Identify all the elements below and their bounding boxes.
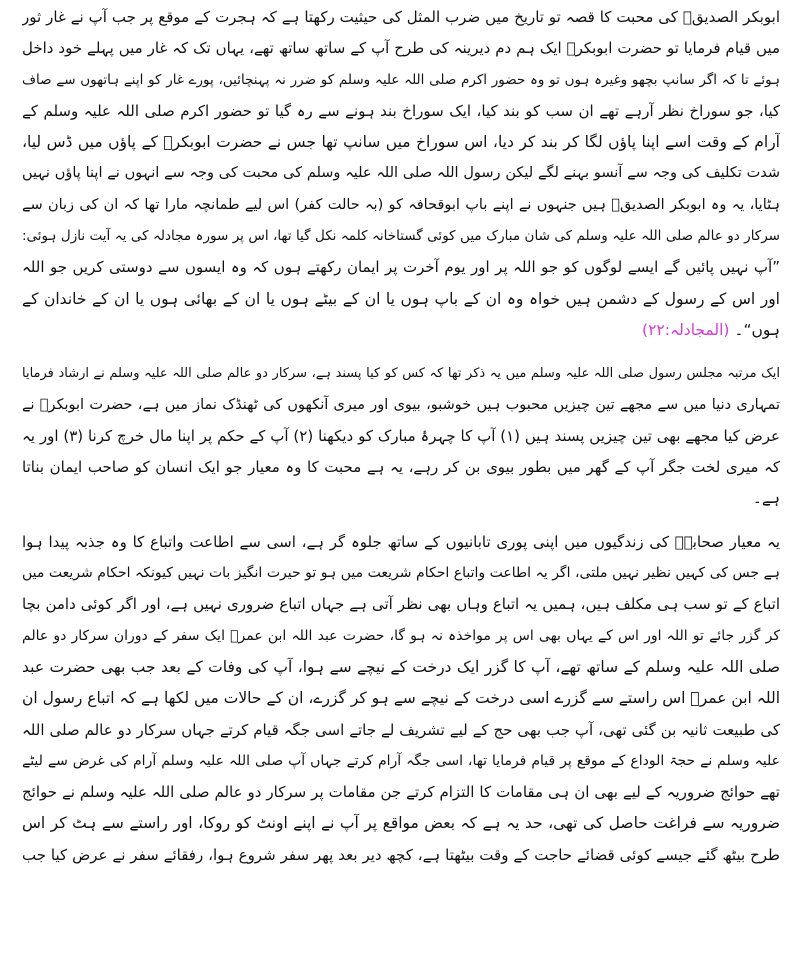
text-line: میں قیام فرمایا تو حضرت ابوبکرؓ ایک ہم دم دیرینہ کی طرح آپ کے ساتھ ساتھ تھے، یہاں تک کہ غار میں پہلے خود داخل [22, 39, 780, 58]
text-line: ابوبکر الصدیقؓ کی محبت کا قصہ تو تاریخ میں ضرب المثل کی حیثیت رکھتا ہے کہ ہجرت کے موقع پر جب آپ نے غار ثور [22, 8, 780, 26]
text-line: طرح بیٹھ گئے جیسے کوئی قضائے حاجت کے وقت بیٹھتا ہے، کچھ دیر بعد پھر سفر شروع ہوا، رفقائے سفر نے عرض کیا جب [22, 845, 780, 864]
paragraph-3 [22, 527, 780, 871]
quote-ending: ہوں“۔ [734, 320, 780, 339]
quote-line: ”آپ نہیں پائیں گے ایسے لوگوں کو جو اللہ پر اور یوم آخرت پر ایمان رکھتے ہوں کہ وہ ایسوں سے دوستی کریں جو اللہ [22, 258, 780, 277]
text-line: صلی اللہ علیہ وسلم کے ساتھ تھے، آپ کا گزر ایک درخت کے نیچے سے ہوا، آپ کی وفات کے بعد جب بھی حضرت عبد [22, 657, 780, 676]
paragraph-1 [22, 2, 780, 346]
text-line: آرام کے وقت اسے اپنا پاؤں لگا کر بند کر دیا، اس سوراخ میں سانپ تھا جس نے حضرت ابوبکرؓ کے پاؤں میں ڈس لیا، [22, 133, 780, 152]
text-line: تھے حوائج ضروریہ کے لیے بھی ان ہی مقامات کا التزام کرتے جن مقامات پر سرکار دو عالم صلی اللہ علیہ وسلم نے حوائج [22, 783, 780, 802]
text-line: علیہ وسلم نے حجۃ الوداع کے موقع پر قیام فرمایا تھا، اسی جگہ آرام کرتے جہاں آپ صلی اللہ علیہ وسلم آرام کی غرض سے لیٹے [22, 752, 780, 769]
text-line: کیا، جو سوراخ نظر آرہے تھے ان سب کو بند کیا، ایک سوراخ بند ہونے سے رہ گیا تو حضور اکرم صلی اللہ علیہ وسلم کے [22, 101, 780, 120]
text-line: شدت تکلیف کی وجہ سے آنسو بہنے لگے لیکن رسول اللہ صلی اللہ علیہ وسلم کی محبت کی وجہ سے انہوں نے اپنا پاؤں نہیں [22, 165, 780, 182]
quote-line: اور اس کے رسول کے دشمن ہیں خواہ وہ ان کے باپ ہوں یا ان کے بیٹے ہوں یا ان کے بھائی ہوں یا ان کے خاندان کے [22, 289, 780, 308]
text-line: کر گزر جائے تو اللہ اور اس کے یہاں بھی اس پر مواخذہ نہ ہو گا، حضرت عبد اللہ ابن عمرؓ ایک سفر کے دوران سرکار دو عالم [22, 627, 780, 644]
verse-reference: (المجادلہ:۲۲) [642, 320, 730, 339]
text-line: اتباع کے تو سب ہی مکلف ہیں، ہمیں یہ اتباع وہاں بھی نظر آتی ہے جہاں اتباع ضروری نہیں ہے، اور اگر کوئی دامن بچا [22, 595, 780, 614]
text-line: ایک مرتبہ مجلس رسول صلی اللہ علیہ وسلم میں یہ ذکر تھا کہ کس کو کیا پسند ہے، سرکار دو عالم صلی اللہ علیہ وسلم نے ارشاد فرمایا [22, 366, 780, 382]
text-line: سرکار دو عالم صلی اللہ علیہ وسلم کی شان مبارک میں کوئی گستاخانہ کلمہ نکل گیا تھا، اس پر سورہ مجادلہ کی یہ آیت نازل ہوئی: [22, 228, 780, 245]
quote-last-line [22, 315, 780, 346]
text-line: ہوئے تا کہ اگر سانپ بچھو وغیرہ ہوں تو وہ حضور اکرم صلی اللہ علیہ وسلم کو ضرر نہ پہنچائیں، پورے غار کو اپنے ہاتھوں سے صاف [22, 71, 780, 88]
text-line: ہٹایا، یہ وہ ابوبکر الصدیقؓ ہیں جنہوں نے اپنے باپ ابوقحافہ کو (بہ حالت کفر) اس لیے طمانچہ مارا تھا کہ ان کی زبان سے [22, 196, 780, 213]
paragraph-gap [22, 346, 780, 358]
text-line: کی طبیعت ثانیہ بن گئی تھی، آپ جب بھی حج کے لیے تشریف لے جاتے اسی جگہ قیام کرتے جہاں سرکار دو عالم صلی اللہ [22, 720, 780, 739]
paragraph-gap [22, 515, 780, 527]
text-line: عرض کیا مجھے بھی تین چیزیں پسند ہیں (۱) آپ کا چہرۂ مبارک کو دیکھنا (۲) آپ کے حکم پر اپنا مال خرچ کرنا (۳) اور یہ [22, 426, 780, 445]
text-line: اللہ ابن عمرؓ اس راستے سے گزرے اسی درخت کے نیچے سے ہو کر گزرے، ان کے حالات میں لکھا ہے کہ اتباع رسول ان [22, 689, 780, 708]
text-line: یہ معیار صحابہؓ کی زندگیوں میں اپنی پوری تابانیوں کے ساتھ جلوہ گر ہے، اسی سے اطاعت واتباع کا وہ جذبہ پیدا ہوا [22, 532, 780, 551]
text-line: کہ میری لخت جگر آپ کے گھر میں بطور بیوی بن کر رہے، یہ ہے محبت کا وہ معیار جو ایک انسان کو صاحب ایمان بناتا [22, 458, 780, 477]
text-line: ہے جس کی کہیں نظیر نہیں ملتی، اگر یہ اطاعت واتباع احکام شریعت میں ہو تو حیرت انگیز بات نہیں کیونکہ احکام شریعت میں [22, 565, 780, 582]
text-line: تمہاری دنیا میں سے مجھے تین چیزیں محبوب ہیں خوشبو، بیوی اور میری آنکھوں کی ٹھنڈک نماز میں ہے، حضرت ابوبکرؓ نے [22, 396, 780, 413]
paragraph-2 [22, 358, 780, 514]
text-line: ضروریہ سے فراغت حاصل کی تھی، حد یہ ہے کہ بعض مواقع پر آپ نے اپنے اونٹ کو روکا، اور راستے سے ہٹ کر اس [22, 814, 780, 833]
text-last-line: ہے۔ [752, 489, 780, 508]
